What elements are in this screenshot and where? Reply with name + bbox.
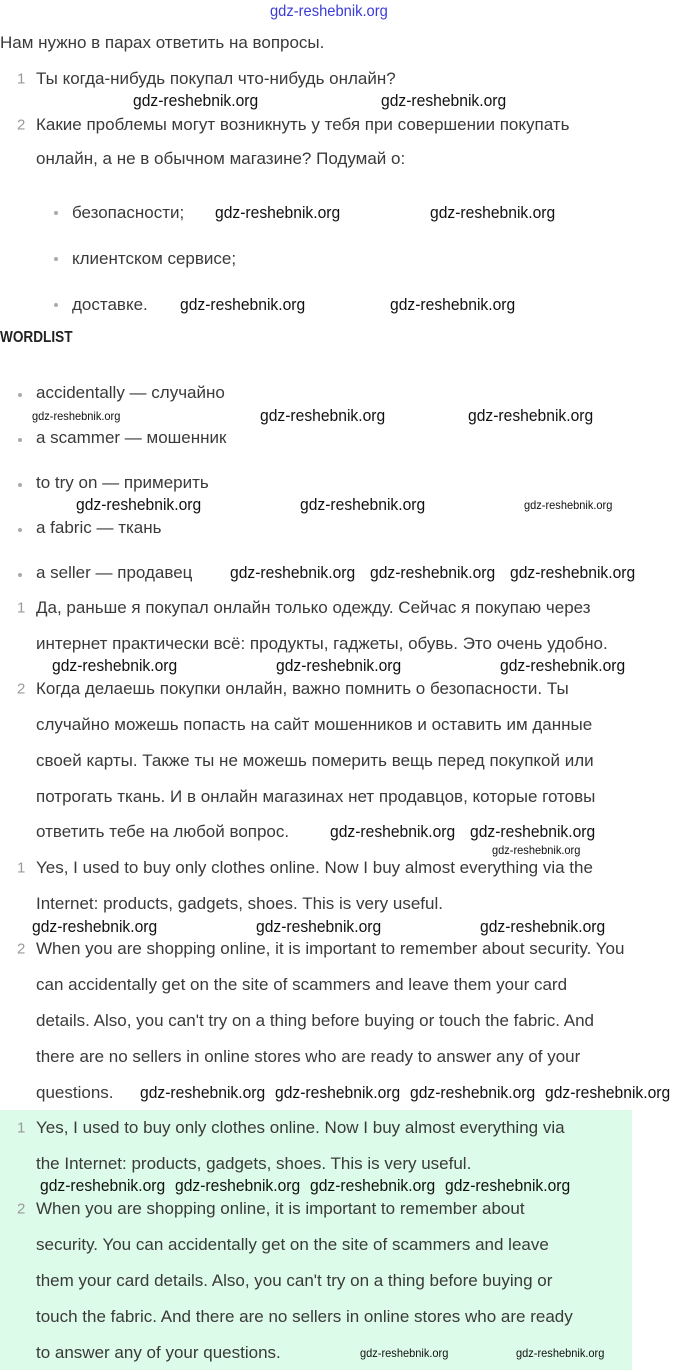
text-line: Какие проблемы могут возникнуть у тебя при совершении покупать xyxy=(36,115,570,134)
bullet-icon xyxy=(18,528,22,532)
text-line: to answer any of your questions. xyxy=(36,1343,281,1362)
text-line: can accidentally get on the site of scammers and leave them your card xyxy=(36,975,568,994)
watermark: gdz-reshebnik.org xyxy=(300,495,426,514)
text-line: touch the fabric. And there are no sellers in online stores who are ready xyxy=(36,1307,573,1326)
list-item: клиентском сервисе; xyxy=(72,249,237,268)
bullet-icon xyxy=(18,393,22,397)
watermark: gdz-reshebnik.org xyxy=(492,843,581,857)
bullet-icon xyxy=(18,483,22,487)
text-line: When you are shopping online, it is important to remember about xyxy=(36,1199,525,1218)
watermark: gdz-reshebnik.org xyxy=(360,1346,449,1360)
text-line: случайно можешь попасть на сайт мошенников и оставить им данные xyxy=(36,715,593,734)
text-line: Yes, I used to buy only clothes online. Now I buy almost everything via the xyxy=(36,858,593,877)
watermark: gdz-reshebnik.org xyxy=(52,656,178,675)
text-line: Когда делаешь покупки онлайн, важно помнить о безопасности. Ты xyxy=(36,679,569,698)
list-item: доставке. xyxy=(72,295,148,314)
text-line: When you are shopping online, it is important to remember about security. You xyxy=(36,939,625,958)
watermark: gdz-reshebnik.org xyxy=(500,656,626,675)
watermark: gdz-reshebnik.org xyxy=(470,822,596,841)
watermark: gdz-reshebnik.org xyxy=(445,1176,571,1195)
text-line: them your card details. Also, you can't try on a thing before buying or xyxy=(36,1271,553,1290)
watermark: gdz-reshebnik.org xyxy=(140,1083,266,1102)
watermark: gdz-reshebnik.org xyxy=(516,1346,605,1360)
watermark: gdz-reshebnik.org xyxy=(430,203,556,222)
watermark: gdz-reshebnik.org xyxy=(510,563,636,582)
watermark: gdz-reshebnik.org xyxy=(370,563,496,582)
watermark: gdz-reshebnik.org xyxy=(330,822,456,841)
watermark: gdz-reshebnik.org xyxy=(175,1176,301,1195)
watermark: gdz-reshebnik.org xyxy=(32,409,121,423)
watermark: gdz-reshebnik.org xyxy=(480,917,606,936)
watermark: gdz-reshebnik.org xyxy=(133,91,259,110)
bullet-icon xyxy=(54,257,58,261)
text-line: потрогать ткань. И в онлайн магазинах нет продавцов, которые готовы xyxy=(36,787,596,806)
text-line: своей карты. Также ты не можешь померить вещь перед покупкой или xyxy=(36,751,594,770)
wordlist-item: to try on — примерить xyxy=(36,473,209,492)
watermark: gdz-reshebnik.org xyxy=(256,917,382,936)
watermark: gdz-reshebnik.org xyxy=(76,495,202,514)
text-line: ответить тебе на любой вопрос. xyxy=(36,822,290,841)
text-line: there are no sellers in online stores who are ready to answer any of your xyxy=(36,1047,581,1066)
text-line: Ты когда-нибудь покупал что-нибудь онлайн? xyxy=(36,69,396,88)
watermark: gdz-reshebnik.org xyxy=(276,656,402,675)
item-number: 2 xyxy=(17,116,26,134)
watermark: gdz-reshebnik.org xyxy=(180,295,306,314)
watermark: gdz-reshebnik.org xyxy=(468,406,594,425)
list-item: безопасности; xyxy=(72,203,185,222)
item-number: 2 xyxy=(17,940,26,958)
bullet-icon xyxy=(54,303,58,307)
watermark: gdz-reshebnik.org xyxy=(260,406,386,425)
bullet-icon xyxy=(18,573,22,577)
item-number: 1 xyxy=(17,70,26,88)
text-line: questions. xyxy=(36,1083,114,1102)
watermark: gdz-reshebnik.org xyxy=(310,1176,436,1195)
wordlist-heading: WORDLIST xyxy=(0,329,73,346)
watermark: gdz-reshebnik.org xyxy=(230,563,356,582)
watermark: gdz-reshebnik.org xyxy=(215,203,341,222)
text-line: security. You can accidentally get on the site of scammers and leave xyxy=(36,1235,549,1254)
text-line: интернет практически всё: продукты, гаджеты, обувь. Это очень удобно. xyxy=(36,634,608,653)
watermark: gdz-reshebnik.org xyxy=(275,1083,401,1102)
text-line: Да, раньше я покупал онлайн только одежду. Сейчас я покупаю через xyxy=(36,598,591,617)
wordlist-item: a scammer — мошенник xyxy=(36,428,227,447)
text-line: Yes, I used to buy only clothes online. Now I buy almost everything via xyxy=(36,1118,565,1137)
item-number: 2 xyxy=(17,1200,26,1218)
item-number: 1 xyxy=(17,599,26,617)
watermark: gdz-reshebnik.org xyxy=(410,1083,536,1102)
text-line: онлайн, а не в обычном магазине? Подумай о: xyxy=(36,149,406,168)
wordlist-item: a seller — продавец xyxy=(36,563,193,582)
watermark: gdz-reshebnik.org xyxy=(381,91,507,110)
bullet-icon xyxy=(18,438,22,442)
watermark: gdz-reshebnik.org xyxy=(40,1176,166,1195)
watermark: gdz-reshebnik.org xyxy=(270,3,388,20)
intro-text: Нам нужно в парах ответить на вопросы. xyxy=(0,33,325,52)
watermark: gdz-reshebnik.org xyxy=(545,1083,671,1102)
bullet-icon xyxy=(54,211,58,215)
text-line: Internet: products, gadgets, shoes. This is very useful. xyxy=(36,894,443,913)
watermark: gdz-reshebnik.org xyxy=(524,498,613,512)
item-number: 2 xyxy=(17,680,26,698)
text-line: details. Also, you can't try on a thing before buying or touch the fabric. And xyxy=(36,1011,594,1030)
item-number: 1 xyxy=(17,859,26,877)
item-number: 1 xyxy=(17,1119,26,1137)
wordlist-item: accidentally — случайно xyxy=(36,383,225,402)
text-line: the Internet: products, gadgets, shoes. This is very useful. xyxy=(36,1154,472,1173)
watermark: gdz-reshebnik.org xyxy=(390,295,516,314)
wordlist-item: a fabric — ткань xyxy=(36,518,162,537)
watermark: gdz-reshebnik.org xyxy=(32,917,158,936)
